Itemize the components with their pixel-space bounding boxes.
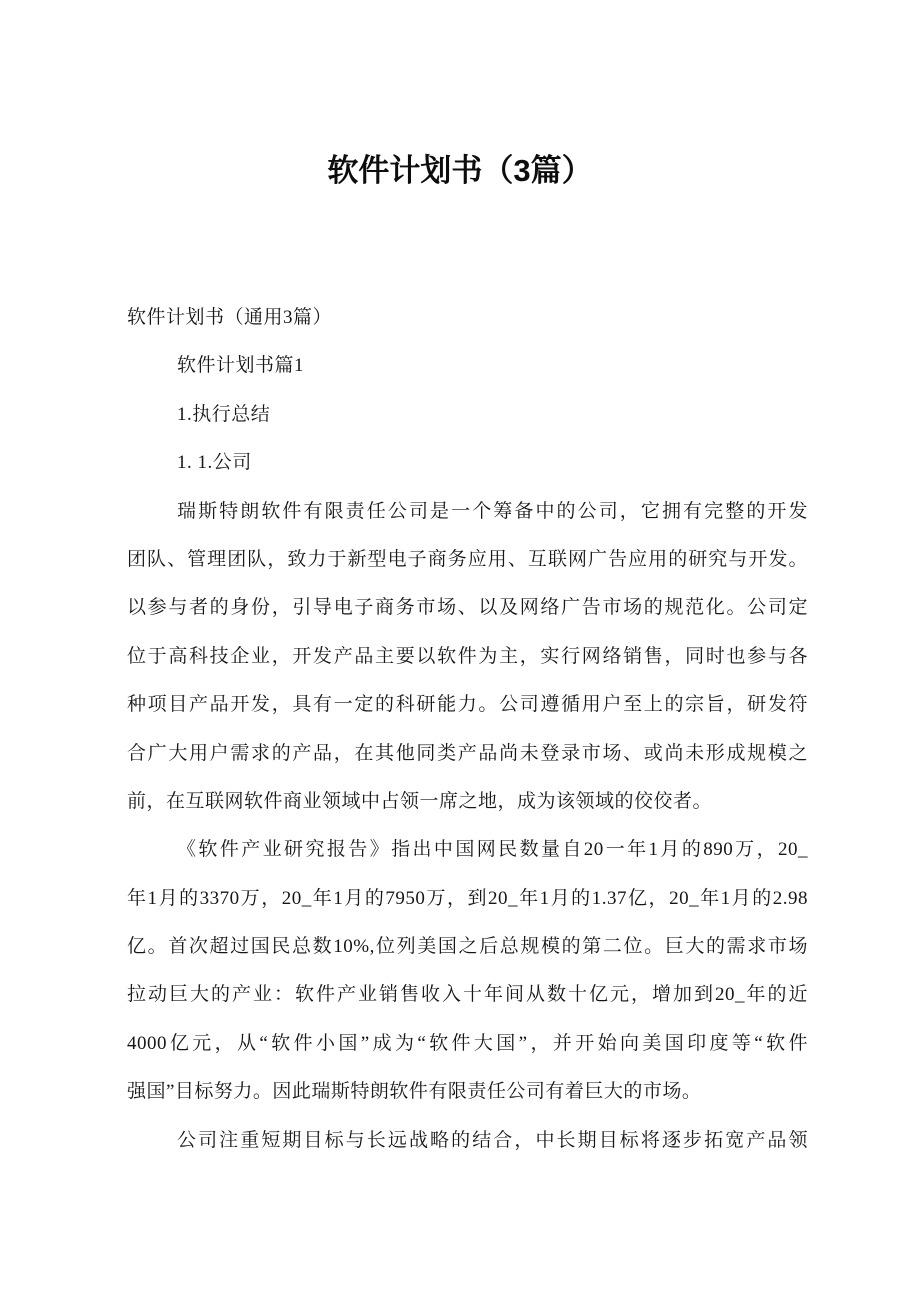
text-line: 公司注重短期目标与长远战略的结合，中长期目标将逐步拓宽产品领 [177, 1129, 808, 1151]
text-line: 强国”目标努力。因此瑞斯特朗软件有限责任公司有着巨大的市场。 [127, 1081, 702, 1103]
text-line: 1. 1.公司 [177, 452, 252, 474]
text-line: 年1月的3370万，20_年1月的7950万，到20_年1月的1.37亿，20_年1月的2.98 [127, 887, 808, 909]
text-line: 种项目产品开发，具有一定的科研能力。公司遵循用户至上的宗旨，研发符 [127, 694, 808, 716]
text-line: 以参与者的身份，引导电子商务市场、以及网络广告市场的规范化。公司定 [127, 597, 808, 619]
text-line: 合广大用户需求的产品，在其他同类产品尚未登录市场、或尚未形成规模之 [127, 742, 808, 764]
text-line: 拉动巨大的产业：软件产业销售收入十年间从数十亿元，增加到20_年的近 [127, 984, 808, 1006]
text-line: 软件计划书篇1 [177, 355, 305, 377]
text-line: 软件计划书（通用3篇） [127, 307, 333, 328]
text-line: 4000亿元，从“软件小国”成为“软件大国”，并开始向美国印度等“软件 [127, 1032, 808, 1054]
text-line: 1.执行总结 [177, 403, 271, 425]
body-text [127, 294, 808, 1165]
document-title: 软件计划书（3篇） [327, 153, 593, 188]
text-line: 亿。首次超过国民总数10%,位列美国之后总规模的第二位。巨大的需求市场 [127, 936, 808, 958]
text-line: 前，在互联网软件商业领域中占领一席之地，成为该领域的佼佼者。 [127, 790, 713, 812]
text-line: 团队、管理团队，致力于新型电子商务应用、互联网广告应用的研究与开发。 [127, 548, 808, 570]
text-line: 位于高科技企业，开发产品主要以软件为主，实行网络销售，同时也参与各 [127, 645, 808, 667]
text-line: 《软件产业研究报告》指出中国网民数量自20一年1月的890万，20_ [177, 839, 808, 861]
text-line: 瑞斯特朗软件有限责任公司是一个筹备中的公司，它拥有完整的开发 [177, 500, 808, 522]
